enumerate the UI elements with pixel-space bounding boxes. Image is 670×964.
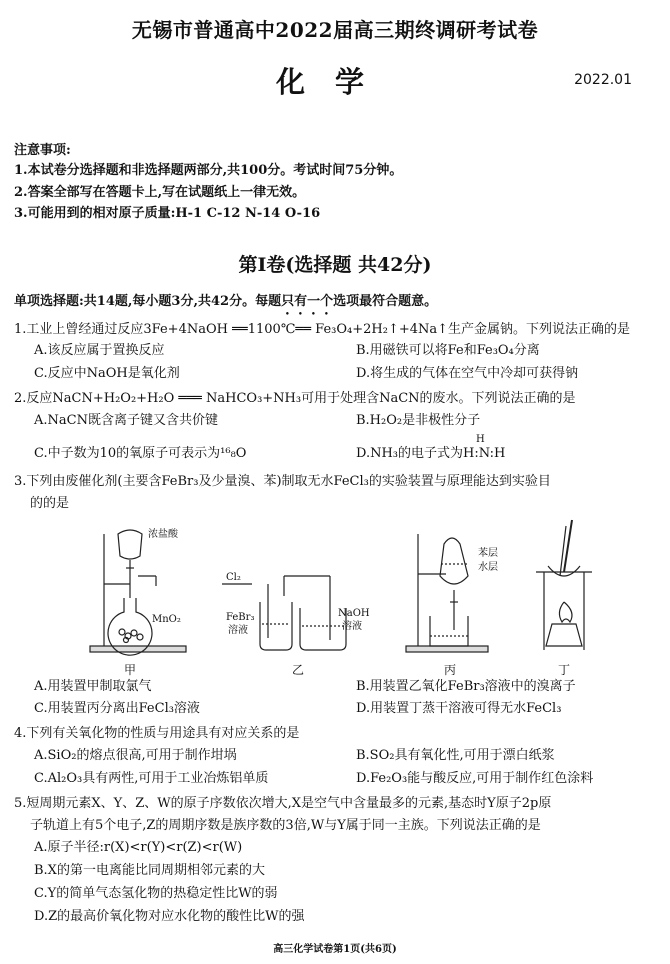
- q3-stem-line2: 的的是: [30, 496, 70, 511]
- page-footer: 高三化学试卷第1页(共6页): [273, 944, 397, 955]
- exam-title: 无锡市普通高中2022届高三期终调研考试卷: [131, 18, 539, 42]
- q2-option-b: B.H₂O₂是非极性分子: [356, 413, 481, 428]
- notes-heading: 注意事项:: [14, 143, 71, 158]
- exam-date: 2022.01: [574, 72, 632, 88]
- q2-option-c: C.中子数为10的氧原子可表示为¹⁶₈O: [34, 446, 247, 461]
- apparatus-bing: [406, 534, 488, 652]
- q4-option-c: C.Al₂O₃具有两性,可用于工业冶炼铝单质: [34, 771, 269, 786]
- q5-option-b: B.X的第一电离能比同周期相邻元素的大: [34, 863, 265, 878]
- q2-electron-h: H: [476, 434, 485, 445]
- q3-option-b: B.用装置乙氧化FeBr₃溶液中的溴离子: [356, 679, 576, 694]
- label-bing: 丙: [444, 663, 457, 677]
- apparatus-ding: [536, 520, 592, 650]
- label-cl2: Cl₂: [226, 572, 241, 583]
- q5-stem-line1: 5.短周期元素X、Y、Z、W的原子序数依次增大,X是空气中含量最多的元素,基态时Y原子2p原: [14, 796, 552, 811]
- intro-after: 选项最符合题意。: [333, 294, 438, 309]
- q3-option-a: A.用装置甲制取氯气: [34, 679, 152, 694]
- subject-title: 化学: [275, 65, 394, 99]
- q5-option-a: A.原子半径:r(X)<r(Y)<r(Z)<r(W): [34, 840, 243, 855]
- q1-option-b: B.用磁铁可以将Fe和Fe₃O₄分离: [356, 343, 540, 358]
- section-title: 第Ⅰ卷(选择题 共42分): [238, 254, 432, 276]
- q1-option-d: D.将生成的气体在空气中冷却可获得钠: [356, 366, 579, 381]
- note-item-3: 3.可能用到的相对原子质量:H-1 C-12 N-14 O-16: [14, 206, 321, 221]
- label-water-layer: 水层: [478, 562, 498, 573]
- q4-option-a: A.SiO₂的熔点很高,可用于制作坩埚: [34, 748, 237, 763]
- q3-option-c: C.用装置丙分离出FeCl₃溶液: [34, 701, 200, 716]
- intro-before: 单项选择题:共14题,每小题3分,共42分。每题: [14, 294, 282, 309]
- q3-option-d: D.用装置丁蒸干溶液可得无水FeCl₃: [356, 701, 562, 716]
- q5-option-d: D.Z的最高价氧化物对应水化物的酸性比W的强: [34, 909, 305, 924]
- q1-option-a: A.该反应属于置换反应: [34, 343, 165, 358]
- q2-option-d: D.NH₃的电子式为H:N:H: [356, 446, 506, 461]
- note-item-1: 1.本试卷分选择题和非选择题两部分,共100分。考试时间75分钟。: [14, 163, 403, 178]
- q4-option-b: B.SO₂具有氧化性,可用于漂白纸浆: [356, 748, 555, 763]
- label-febr3-sol: 溶液: [228, 625, 248, 636]
- q4-option-d: D.Fe₂O₃能与酸反应,可用于制作红色涂料: [356, 771, 594, 786]
- q4-stem: 4.下列有关氧化物的性质与用途具有对应关系的是: [14, 726, 300, 741]
- label-benzene-layer: 苯层: [478, 548, 498, 559]
- label-yi: 乙: [292, 663, 305, 677]
- intro-emphasis: 只有一个: [281, 294, 334, 309]
- apparatus-jia: [90, 530, 186, 655]
- note-item-2: 2.答案全部写在答题卡上,写在试题纸上一律无效。: [14, 185, 306, 200]
- label-mno2: MnO₂: [152, 614, 181, 625]
- label-jia: 甲: [124, 663, 137, 677]
- q1-option-c: C.反应中NaOH是氧化剂: [34, 366, 180, 381]
- label-naoh-sol: 溶液: [342, 621, 362, 632]
- q2-stem: 2.反应NaCN+H₂O₂+H₂O ═══ NaHCO₃+NH₃可用于处理含NaCN的废水。下列说法正确的是: [14, 391, 576, 406]
- label-conc-hcl: 浓盐酸: [148, 529, 178, 540]
- q3-stem-line1: 3.下列由废催化剂(主要含FeBr₃及少量溴、苯)制取无水FeCl₃的实验装置与原理能达到实验目: [14, 474, 551, 489]
- apparatus-figure: [0, 512, 670, 680]
- q1-stem: 1.工业上曾经通过反应3Fe+4NaOH ══1100℃══ Fe₃O₄+2H₂↑+4Na↑生产金属钠。下列说法正确的是: [14, 322, 631, 337]
- q5-option-c: C.Y的简单气态氢化物的热稳定性比W的弱: [34, 886, 278, 901]
- label-febr3: FeBr₃: [226, 612, 255, 623]
- section-intro: [14, 290, 437, 318]
- q2-option-a: A.NaCN既含离子键又含共价键: [34, 413, 218, 428]
- label-ding: 丁: [558, 663, 571, 677]
- label-naoh: NaOH: [338, 608, 370, 619]
- q5-stem-line2: 子轨道上有5个电子,Z的周期序数是族序数的3倍,W与Y属于同一主族。下列说法正确的是: [30, 818, 541, 833]
